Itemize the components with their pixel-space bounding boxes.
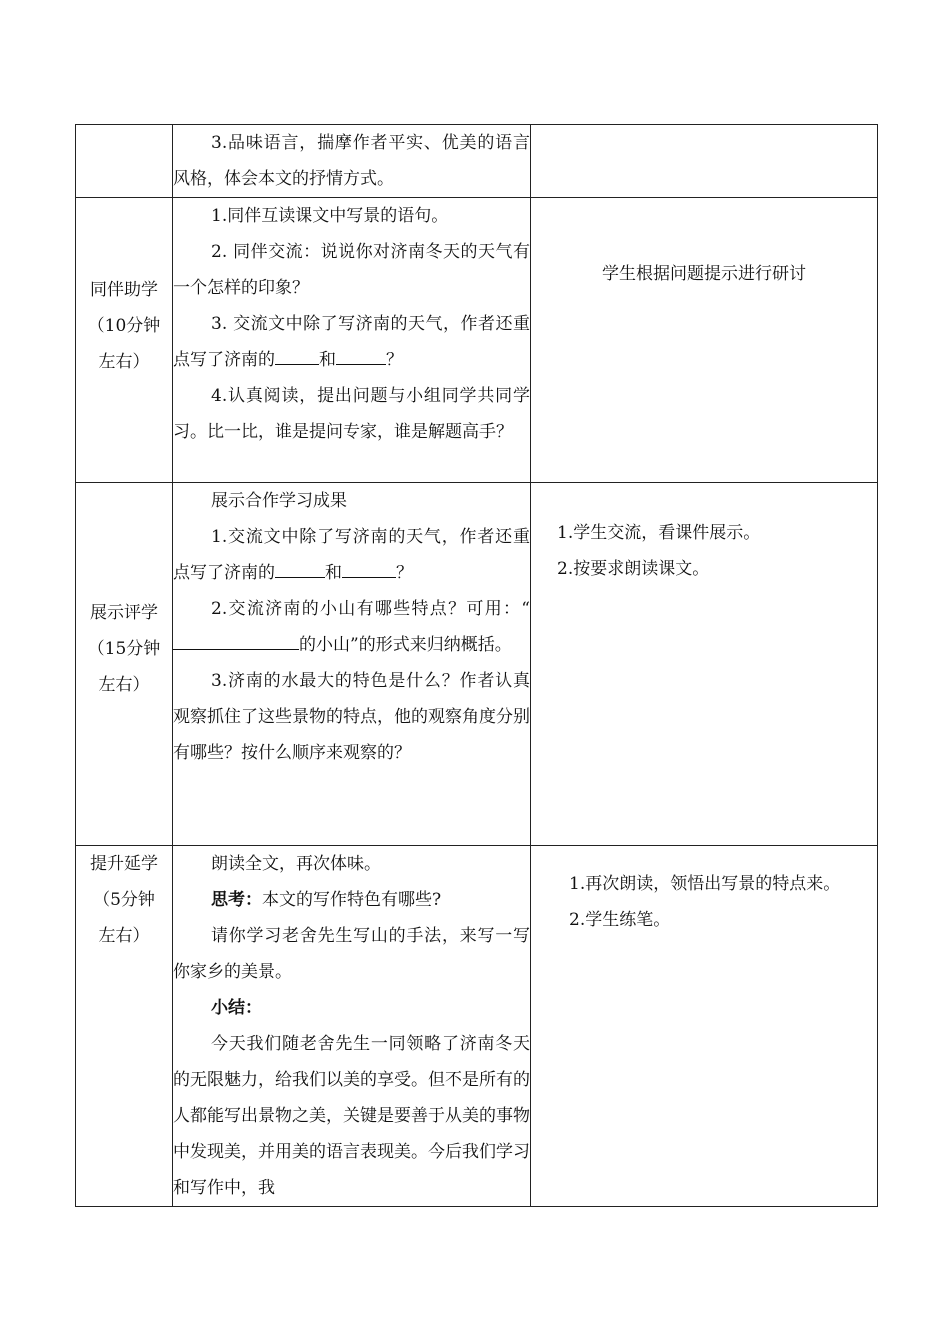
student-cell (531, 846, 878, 1207)
activity-text: 3. 交流文中除了写济南的天气，作者还重点写了济南的 和 ？ (173, 314, 530, 370)
stage-name: 同伴助学 (90, 280, 158, 300)
fill-blank[interactable] (275, 344, 319, 365)
activities-cell (173, 198, 531, 483)
activity-text: 2.交流济南的小山有哪些特点？可用：“的小山”的形式来归纳概括。 (173, 591, 530, 663)
activity-text: 朗读全文，再次体味。 (211, 854, 381, 874)
student-activity: 2.按要求朗读课文。 (557, 559, 710, 579)
student-cell (531, 483, 878, 846)
stage-cell (76, 125, 173, 198)
stage-duration: 左右） (98, 926, 150, 946)
activity-text: 4.认真阅读，提出问题与小组同学共同学习。比一比，谁是提问专家，谁是解题高手？ (173, 386, 530, 442)
student-activity: 1.再次朗读，领悟出写景的特点来。 (569, 874, 841, 894)
stage-duration: （10分钟 (87, 316, 161, 336)
student-activity: 2.学生练笔。 (569, 910, 671, 930)
activity-text: 请你学习老舍先生写山的手法，来写一写你家乡的美景。 (173, 926, 530, 982)
activity-text: 今天我们随老舍先生一同领略了济南冬天的无限魅力，给我们以美的享受。但不是所有的人都能写出景物之美，关键是要善于从美的事物中发现美，并用美的语言表现美。今后我们学习和写作中，我 (173, 1034, 530, 1198)
student-activity: 学生根据问题提示进行研讨 (602, 264, 806, 284)
stage-duration: （15分钟 (87, 639, 161, 659)
fill-blank[interactable] (173, 629, 299, 650)
activity-text: 展示合作学习成果 (211, 491, 347, 511)
activity-text: 1.同伴互读课文中写景的语句。 (211, 206, 449, 226)
stage-name: 展示评学 (90, 603, 158, 623)
activities-cell (173, 483, 531, 846)
stage-cell (76, 846, 173, 1207)
stage-name: 提升延学 (90, 854, 158, 874)
student-activity: 1.学生交流，看课件展示。 (557, 523, 761, 543)
stage-cell (76, 483, 173, 846)
fill-blank[interactable] (275, 557, 325, 578)
activity-text: 3.品味语言，揣摩作者平实、优美的语言风格，体会本文的抒情方式。 (173, 133, 530, 189)
student-cell (531, 125, 878, 198)
activity-text: 思考：本文的写作特色有哪些? (211, 890, 442, 910)
stage-duration: （5分钟 (93, 890, 155, 910)
table-row (76, 846, 878, 1207)
stage-cell (76, 198, 173, 483)
fill-blank[interactable] (342, 557, 396, 578)
fill-blank[interactable] (336, 344, 386, 365)
activity-text: 1.交流文中除了写济南的天气，作者还重点写了济南的 和 ？ (173, 527, 530, 583)
summary-label: 小结： (211, 998, 262, 1018)
stage-duration: 左右） (98, 675, 150, 695)
table-row (76, 198, 878, 483)
activities-cell (173, 125, 531, 198)
activity-text: 3.济南的水最大的特色是什么？作者认真观察抓住了这些景物的特点，他的观察角度分别有哪些？按什么顺序来观察的？ (173, 671, 530, 763)
stage-duration: 左右） (98, 352, 150, 372)
think-label: 思考： (211, 890, 262, 910)
activities-cell (173, 846, 531, 1207)
student-cell (531, 198, 878, 483)
table-row (76, 125, 878, 198)
activity-text: 2. 同伴交流：说说你对济南冬天的天气有一个怎样的印象？ (173, 242, 530, 298)
lesson-plan-table (75, 124, 878, 1207)
table-row (76, 483, 878, 846)
